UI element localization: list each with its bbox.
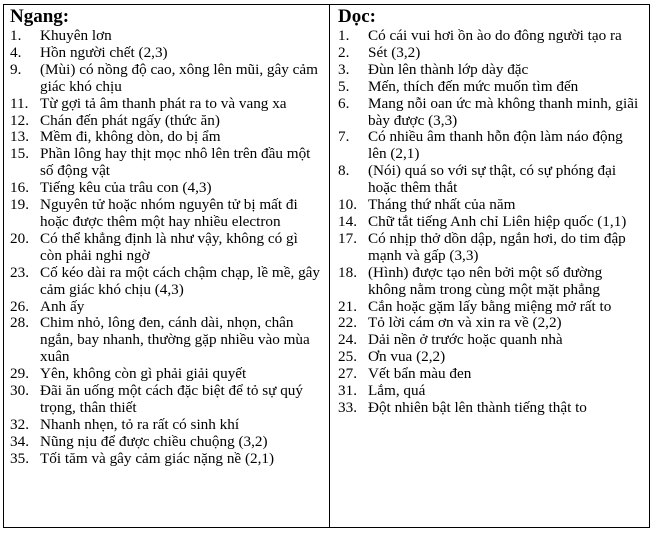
- clue-item: [10, 146, 323, 180]
- clue-text: Chữ tắt tiếng Anh chỉ Liên hiệp quốc (1,1): [368, 212, 627, 230]
- clue-number: 31.: [338, 382, 357, 400]
- clue-number: 9.: [10, 60, 22, 78]
- clue-text: Sét (3,2): [368, 43, 421, 61]
- clue-text: Vết bẩn màu đen: [368, 365, 472, 383]
- across-column: [4, 5, 330, 527]
- clue-text: Dải nền ở trước hoặc quanh nhà: [368, 331, 563, 349]
- clue-number: 13.: [10, 128, 29, 146]
- clue-item: [338, 28, 643, 45]
- clue-text: Hồn người chết (2,3): [40, 43, 168, 61]
- clue-item: [10, 265, 323, 299]
- clue-number: 10.: [338, 196, 357, 214]
- clue-item: [338, 129, 643, 163]
- clue-text: Yên, không còn gì phải giải quyết: [40, 365, 247, 383]
- clue-number: 24.: [338, 331, 357, 349]
- clue-item: [338, 383, 643, 400]
- clue-text: Khuyên lơn: [40, 27, 112, 44]
- clue-number: 32.: [10, 415, 29, 433]
- clue-text: (Hình) được tạo nên bởi một số đường không nằm trong cùng một mặt phẳng: [368, 263, 603, 298]
- clue-text: Mang nỗi oan ức mà không thanh minh, giãi bày được (3,3): [368, 94, 639, 129]
- clue-text: Cắn hoặc gặm lấy bằng miệng mở rất to: [368, 297, 612, 315]
- down-clue-list: [338, 28, 643, 417]
- clue-text: Mềm đi, không dòn, do bị ẩm: [40, 128, 221, 146]
- clue-number: 16.: [10, 179, 29, 197]
- clue-item: [338, 62, 643, 79]
- clue-item: [338, 231, 643, 265]
- clue-item: [338, 265, 643, 299]
- clue-text: Anh ấy: [40, 297, 85, 315]
- clue-number: 20.: [10, 229, 29, 247]
- clue-item: [10, 197, 323, 231]
- clue-number: 26.: [10, 297, 29, 315]
- clue-text: Có nhịp thở dồn dập, ngắn hơi, do tim đập mạnh và gấp (3,3): [368, 229, 626, 264]
- clue-text: (Mùi) có nồng độ cao, xông lên mũi, gây cảm giác khó chịu: [40, 60, 318, 95]
- clue-number: 23.: [10, 263, 29, 281]
- clue-item: [10, 383, 323, 417]
- clue-text: Đùn lên thành lớp dày đặc: [368, 60, 529, 78]
- clue-item: [338, 366, 643, 383]
- clue-number: 17.: [338, 229, 357, 247]
- clue-item: [338, 400, 643, 417]
- clue-item: [338, 349, 643, 366]
- clue-text: Chán đến phát ngấy (thức ăn): [40, 111, 220, 129]
- clue-text: Tối tăm và gây cảm giác nặng nề (2,1): [40, 449, 275, 467]
- clue-number: 21.: [338, 297, 357, 315]
- clue-number: 11.: [10, 94, 29, 112]
- clue-number: 1.: [338, 27, 350, 44]
- clue-number: 6.: [338, 94, 350, 112]
- clue-text: Nũng nịu để được chiều chuộng (3,2): [40, 432, 268, 450]
- clue-number: 5.: [338, 77, 350, 95]
- clue-number: 25.: [338, 348, 357, 366]
- clue-text: Có thể khẳng định là như vậy, không có gì còn phải nghi ngờ: [40, 229, 298, 264]
- down-column: [330, 5, 649, 527]
- down-heading: Dọc:: [338, 6, 376, 27]
- clue-item: [338, 315, 643, 332]
- clue-number: 12.: [10, 111, 29, 129]
- clue-number: 35.: [10, 449, 29, 467]
- clue-number: 8.: [338, 162, 350, 180]
- clue-item: [10, 180, 323, 197]
- clue-number: 30.: [10, 382, 29, 400]
- clue-item: [10, 96, 323, 113]
- clue-number: 15.: [10, 145, 29, 163]
- clue-text: Lắm, quá: [368, 382, 426, 400]
- clue-item: [338, 214, 643, 231]
- clue-item: [10, 113, 323, 130]
- clue-text: Nguyên tử hoặc nhóm nguyên tử bị mất đi hoặc được thêm một hay nhiều electron: [40, 196, 298, 230]
- clue-item: [10, 315, 323, 366]
- clue-number: 3.: [338, 60, 350, 78]
- clue-item: [338, 299, 643, 316]
- clue-item: [10, 62, 323, 96]
- clue-item: [10, 434, 323, 451]
- clue-number: 27.: [338, 365, 357, 383]
- clue-item: [338, 197, 643, 214]
- clue-number: 34.: [10, 432, 29, 450]
- clue-text: Chim nhỏ, lông đen, cánh dài, nhọn, chân ngắn, bay nhanh, thường gặp nhiều vào mùa xuân: [40, 314, 310, 366]
- clue-text: Tỏ lời cám ơn và xin ra về (2,2): [368, 314, 562, 332]
- clue-item: [10, 299, 323, 316]
- clue-number: 2.: [338, 43, 350, 61]
- clue-number: 4.: [10, 43, 22, 61]
- clue-number: 18.: [338, 263, 357, 281]
- clue-text: Ơn vua (2,2): [368, 348, 446, 366]
- clue-text: Mến, thích đến mức muốn tìm đến: [368, 77, 579, 95]
- crossword-clues-table: [3, 4, 650, 528]
- clue-item: [10, 417, 323, 434]
- clue-item: [10, 366, 323, 383]
- clue-text: Phần lông hay thịt mọc nhô lên trên đầu một số động vật: [40, 145, 311, 180]
- clue-number: 28.: [10, 314, 29, 332]
- across-heading: Ngang:: [10, 6, 70, 27]
- clue-number: 7.: [338, 128, 350, 146]
- clue-text: Đãi ăn uống một cách đặc biệt để tỏ sự quý trọng, thân thiết: [40, 382, 303, 416]
- clue-text: Cố kéo dài ra một cách chậm chạp, lề mề, gây cảm giác khó chịu (4,3): [40, 263, 321, 298]
- clue-text: (Nói) quá so với sự thật, có sự phóng đại hoặc thêm thắt: [368, 162, 617, 197]
- clue-item: [10, 28, 323, 45]
- clue-number: 22.: [338, 314, 357, 332]
- clue-number: 14.: [338, 212, 357, 230]
- across-clue-list: [10, 28, 323, 468]
- clue-item: [10, 129, 323, 146]
- clue-item: [338, 45, 643, 62]
- clue-text: Đột nhiên bật lên thành tiếng thật to: [368, 398, 587, 416]
- clue-number: 29.: [10, 365, 29, 383]
- clue-text: Có nhiều âm thanh hỗn độn làm náo động lên (2,1): [368, 128, 623, 163]
- clue-text: Nhanh nhẹn, tỏ ra rất có sinh khí: [40, 415, 240, 433]
- clue-text: Có cái vui hơi ồn ào do đông người tạo ra: [368, 27, 622, 44]
- clue-number: 1.: [10, 27, 22, 44]
- clue-item: [10, 45, 323, 62]
- clue-item: [10, 451, 323, 468]
- clue-text: Tiếng kêu của trâu con (4,3): [40, 179, 212, 197]
- clue-number: 33.: [338, 398, 357, 416]
- clue-item: [338, 79, 643, 96]
- clue-text: Từ gợi tả âm thanh phát ra to và vang xa: [40, 94, 287, 112]
- clue-item: [10, 231, 323, 265]
- clue-item: [338, 332, 643, 349]
- clue-number: 19.: [10, 196, 29, 214]
- clue-text: Tháng thứ nhất của năm: [368, 196, 516, 214]
- clue-item: [338, 96, 643, 130]
- clue-item: [338, 163, 643, 197]
